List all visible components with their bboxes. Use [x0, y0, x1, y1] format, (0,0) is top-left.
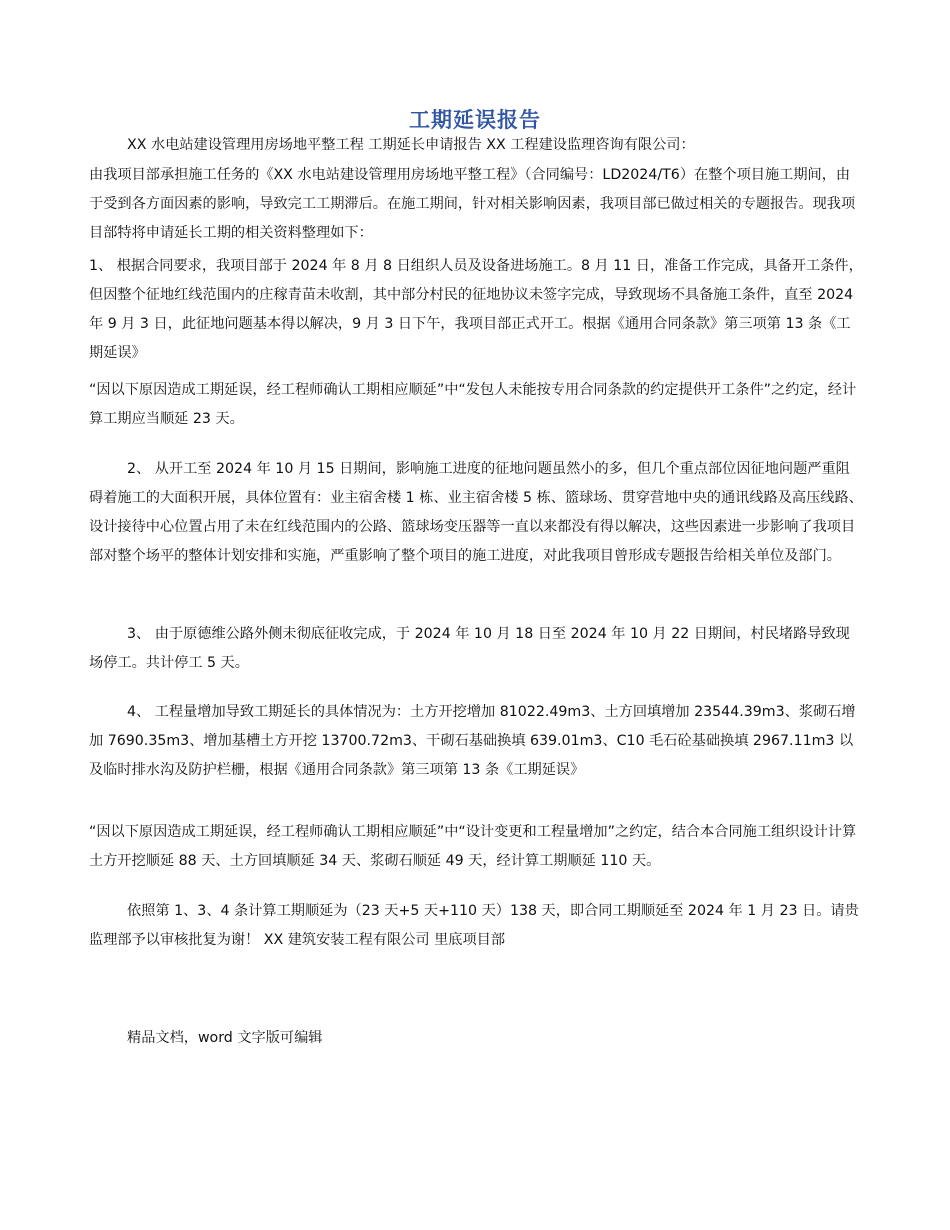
paragraph-conclusion: 依照第 1、3、4 条计算工期顺延为（23 天+5 天+110 天）138 天，即合同工期顺延至 2024 年 1 月 23 日。请贵监理部予以审核批复为谢！ XX 建筑安装工程有限公司 里底项目部: [89, 903, 859, 948]
paragraph-item-4: 4、 工程量增加导致工期延长的具体情况为：土方开挖增加 81022.49m3、土方回填增加 23544.39m3、浆砌石增加 7690.35m3、增加基槽土方开挖 13700.72m3、干砌石基础换填 639.01m3、C10 毛石砼基础换填 2967.11m3 以及临时排水沟及防护栏栅，根据《通用合同条款》第三项第 13 条《工期延误》: [89, 704, 856, 778]
paragraph-item-2: 2、 从开工至 2024 年 10 月 15 日期间，影响施工进度的征地问题虽然小的多，但几个重点部位因征地问题严重阻碍着施工的大面积开展，具体位置有：业主宿舍楼 1 栋、业主宿舍楼 5 栋、篮球场、贯穿营地中央的通讯线路及高压线路、设计接待中心位置占用了未在红线范围内的公路、篮球场变压器等一直以来都没有得以解决，这些因素进一步影响了我项目部对整个场平的整体计划安排和实施，严重影响了整个项目的施工进度，对此我项目曾形成专题报告给相关单位及部门。: [89, 461, 863, 564]
paragraph-item-4-clause: “因以下原因造成工期延误，经工程师确认工期相应顺延”中“设计变更和工程量增加”之约定，结合本合同施工组织设计计算土方开挖顺延 88 天、土方回填顺延 34 天、浆砌石顺延 49 天，经计算工期顺延 110 天。: [89, 824, 857, 869]
paragraph-item-1-clause: “因以下原因造成工期延误，经工程师确认工期相应顺延”中“发包人未能按专用合同条款的约定提供开工条件”之约定，经计算工期应当顺延 23 天。: [89, 382, 857, 427]
paragraph-item-1: 1、 根据合同要求，我项目部于 2024 年 8 月 8 日组织人员及设备进场施工。8 月 11 日，准备工作完成，具备开工条件，但因整个征地红线范围内的庄稼青苗未收割，其中部分村民的征地协议未签字完成，导致现场不具备施工条件，直至 2024 年 9 月 3 日，此征地问题基本得以解决，9 月 3 日下午，我项目部正式开工。根据《通用合同条款》第三项第 13 条《工期延误》: [89, 258, 863, 361]
paragraph-intro: 由我项目部承担施工任务的《XX 水电站建设管理用房场地平整工程》（合同编号：LD2024/T6）在整个项目施工期间，由于受到各方面因素的影响，导致完工工期滞后。在施工期间，针对相关影响因素，我项目部已做过相关的专题报告。现我项目部特将申请延长工期的相关资料整理如下：: [89, 167, 856, 241]
document-title: 工期延误报告: [409, 108, 541, 132]
footer-note: 精品文档，word 文字版可编辑: [127, 1030, 323, 1046]
paragraph-addressee: XX 水电站建设管理用房场地平整工程 工期延长申请报告 XX 工程建设监理咨询有限公司：: [127, 137, 695, 153]
paragraph-item-3: 3、 由于原德维公路外侧未彻底征收完成，于 2024 年 10 月 18 日至 2024 年 10 月 22 日期间，村民堵路导致现场停工。共计停工 5 天。: [89, 626, 850, 671]
